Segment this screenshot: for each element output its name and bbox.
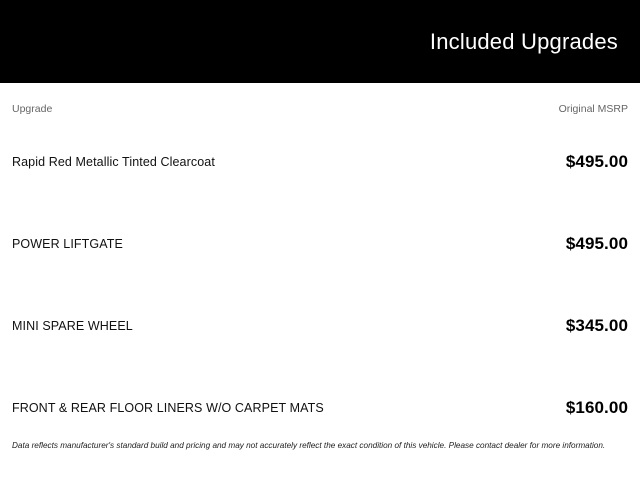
table-header-row [12,83,628,121]
upgrade-price: $345.00 [565,316,628,335]
upgrade-name: Rapid Red Metallic Tinted Clearcoat [12,155,215,169]
page-title: Included Upgrades [429,28,618,54]
column-header-upgrade: Upgrade [12,103,53,115]
table-row [12,203,628,285]
page-header [0,0,640,83]
upgrade-price: $495.00 [565,152,628,171]
upgrade-price: $160.00 [565,398,628,417]
upgrade-name: MINI SPARE WHEEL [12,319,133,333]
upgrade-name: POWER LIFTGATE [12,237,123,251]
upgrades-table [0,83,640,449]
table-row [12,121,628,203]
table-row [12,285,628,367]
upgrade-price: $495.00 [565,234,628,253]
column-header-msrp: Original MSRP [558,103,628,115]
upgrade-name: FRONT & REAR FLOOR LINERS W/O CARPET MATS [12,401,324,415]
table-row [12,367,628,449]
disclaimer-text: Data reflects manufacturer's standard build and pricing and may not accurately reflect the exact condition of this vehicle. Please contact dealer for more information. [12,441,606,450]
